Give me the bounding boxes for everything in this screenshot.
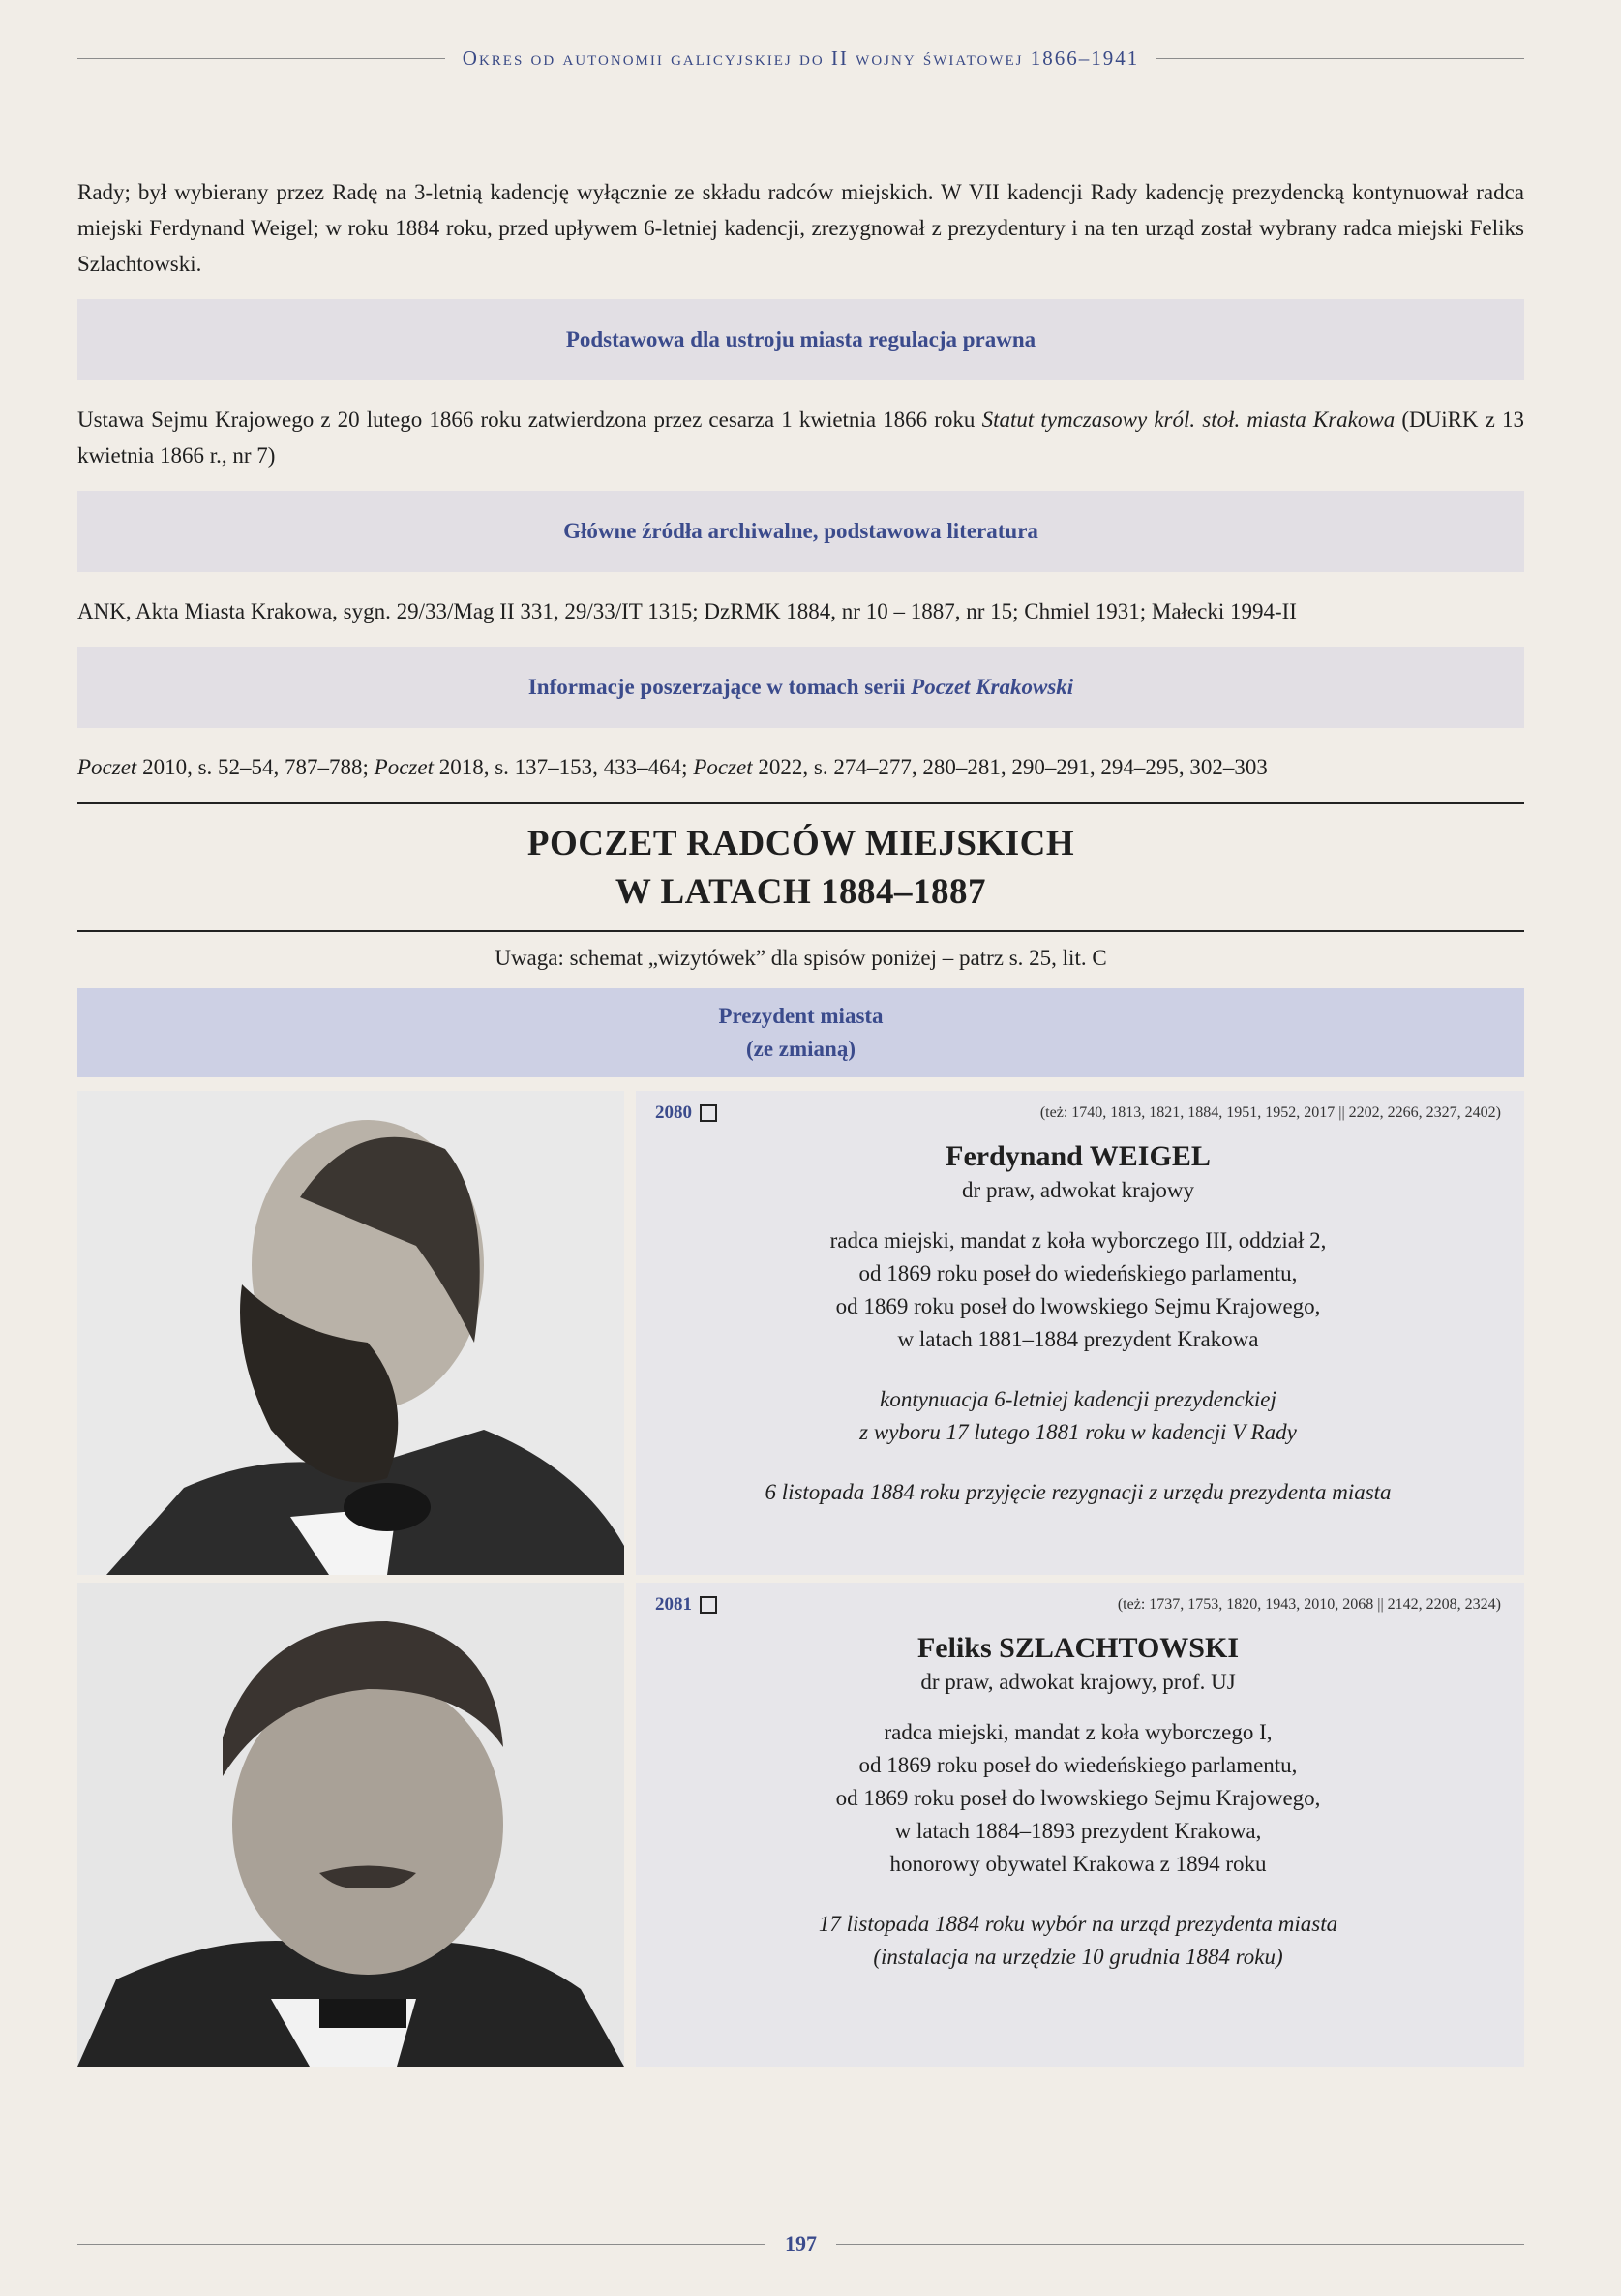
running-head-text: Okres od autonomii galicyjskiej do II wojny światowej 1866–1941: [462, 45, 1140, 70]
divider-top: [77, 802, 1524, 804]
entry-also: (też: 1737, 1753, 1820, 1943, 2010, 2068 || 2142, 2208, 2324): [1117, 1596, 1501, 1613]
entry-name: Ferdynand WEIGEL: [946, 1140, 1211, 1172]
page-title: POCZET RADCÓW MIEJSKICH W LATACH 1884–1887: [526, 824, 1075, 912]
entry-number: 2081: [655, 1594, 717, 1616]
legal-text: Ustawa Sejmu Krajowego z 20 lutego 1866 roku zatwierdzona przez cesarza 1 kwietnia 1866 roku Statut tymczasowy król. stoł. miasta Krakowa (DUiRK z 13 kwietnia 1866 r., nr 7): [77, 408, 1524, 468]
entry-note: kontynuacja 6-letniej kadencji prezydenckiej z wyboru 17 lutego 1881 roku w kadencji V Rady: [859, 1387, 1297, 1444]
entry-also: (też: 1740, 1813, 1821, 1884, 1951, 1952, 2017 || 2202, 2266, 2327, 2402): [1039, 1104, 1501, 1121]
entry-name: Feliks SZLACHTOWSKI: [916, 1632, 1240, 1664]
section-heading-sources: Główne źródła archiwalne, podstawowa literatura: [77, 491, 1524, 572]
section-heading-legal: Podstawowa dla ustroju miasta regulacja prawna: [77, 299, 1524, 380]
entry-card: [77, 1091, 1524, 1575]
checkbox-icon: [700, 1104, 717, 1122]
page-footer: [77, 2224, 1524, 2263]
more-info-text: Poczet 2010, s. 52–54, 787–788; Poczet 2018, s. 137–153, 433–464; Poczet 2022, s. 274–277, 280–281, 290–291, 294–295, 302–303: [77, 755, 1268, 779]
page-number: 197: [785, 2231, 817, 2255]
portrait-image: [77, 1091, 624, 1575]
entry-number: 2080: [655, 1103, 717, 1124]
schema-note: Uwaga: schemat „wizytówek” dla spisów poniżej – patrz s. 25, lit. C: [495, 946, 1107, 970]
group-heading: Prezydent miasta (ze zmianą): [77, 988, 1524, 1077]
entry-details: radca miejski, mandat z koła wyborczego III, oddział 2, od 1869 roku poseł do wiedeńskiego parlamentu, od 1869 roku poseł do lwowskiego Sejmu Krajowego, w latach 1881–1884 prezydent Krakowa: [829, 1228, 1327, 1351]
entry-note-2: 6 listopada 1884 roku przyjęcie rezygnacji z urzędu prezydenta miasta: [765, 1480, 1392, 1504]
portrait-image: [77, 1583, 624, 2067]
section-heading-more-info: Informacje poszerzające w tomach serii Poczet Krakowski: [77, 647, 1524, 728]
entry-details: radca miejski, mandat z koła wyborczego I, od 1869 roku poseł do wiedeńskiego parlamentu, od 1869 roku poseł do lwowskiego Sejmu Krajowego, w latach 1884–1893 prezydent Krakowa, honorowy obywatel Krakowa z 1894 roku: [835, 1720, 1321, 1876]
sources-text: ANK, Akta Miasta Krakowa, sygn. 29/33/Mag II 331, 29/33/IT 1315; DzRMK 1884, nr 10 – 1887, nr 15; Chmiel 1931; Małecki 1994-II: [77, 599, 1297, 623]
entry-card: [77, 1583, 1524, 2067]
entry-info: [636, 1583, 1524, 2067]
divider-bottom: [77, 930, 1524, 932]
entry-profession: dr praw, adwokat krajowy: [962, 1178, 1194, 1202]
entry-note: 17 listopada 1884 roku wybór na urząd prezydenta miasta (instalacja na urzędzie 10 grudnia 1884 roku): [818, 1912, 1338, 1969]
page-content: [77, 174, 1524, 2074]
entry-profession: dr praw, adwokat krajowy, prof. UJ: [920, 1670, 1236, 1694]
intro-paragraph: Rady; był wybierany przez Radę na 3-letnią kadencję wyłącznie ze składu radców miejskich. W VII kadencji Rady kadencję prezydencką kontynuował radca miejski Ferdynand Weigel; w roku 1884 roku, przed upływem 6-letniej kadencji, zrezygnował z prezydentury i na ten urząd został wybrany radca miejski Feliks Szlachtowski.: [77, 180, 1524, 276]
checkbox-icon: [700, 1596, 717, 1614]
running-head: [77, 39, 1524, 77]
entry-info: [636, 1091, 1524, 1575]
